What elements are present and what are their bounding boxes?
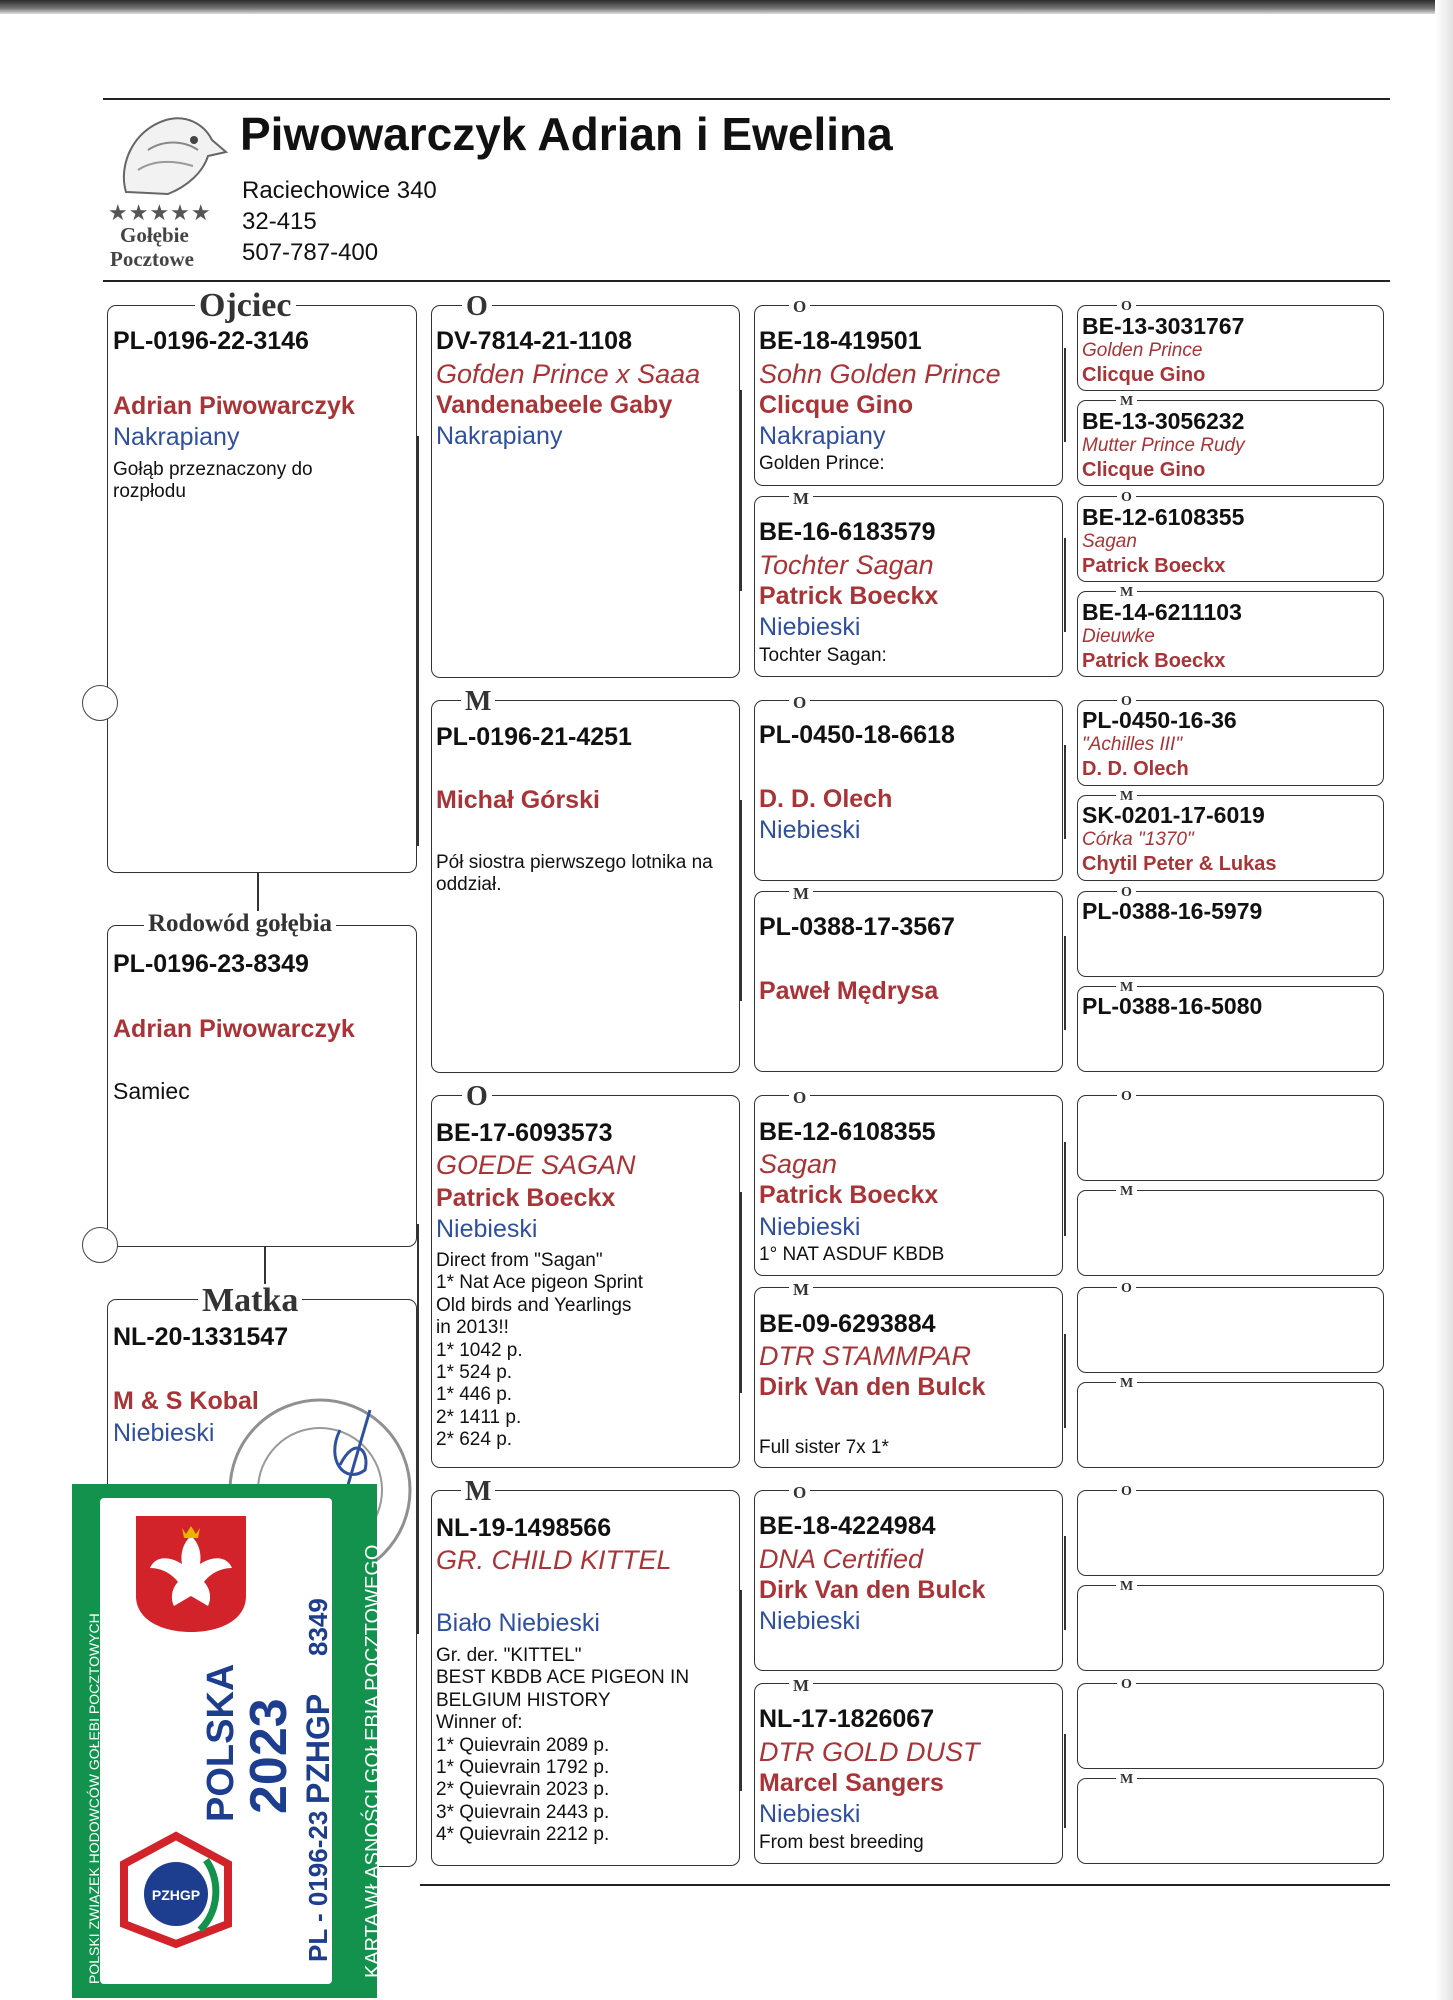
gen4-label: M <box>1116 395 1137 409</box>
gen3-owner: Paweł Mędrysa <box>759 977 939 1005</box>
sticker-ring-short: PL - 0196-23 <box>303 1810 333 1962</box>
gen3-name: DNA Certified <box>759 1544 924 1574</box>
connector <box>740 1590 742 1791</box>
gen3-note: Full sister 7x 1* <box>759 1437 889 1458</box>
gen2-ring: DV-7814-21-1108 <box>436 327 632 355</box>
page-title: Piwowarczyk Adrian i Ewelina <box>240 108 893 160</box>
gen2-owner: Vandenabeele Gaby <box>436 391 673 419</box>
connector <box>1064 745 1066 839</box>
mother-ring: NL-20-1331547 <box>113 1323 289 1351</box>
father-ring: PL-0196-22-3146 <box>113 327 309 355</box>
connector <box>1064 1536 1066 1630</box>
gen3-owner: Clicque Gino <box>759 391 914 419</box>
gen2-ring: PL-0196-21-4251 <box>436 723 632 751</box>
subject-owner: Adrian Piwowarczyk <box>113 1015 355 1043</box>
gen3-owner: Dirk Van den Bulck <box>759 1576 986 1604</box>
gen4-label: O <box>1117 695 1136 709</box>
gen4-label: M <box>1116 1185 1137 1199</box>
mother-owner: M & S Kobal <box>113 1387 259 1415</box>
gen3-color: Niebieski <box>759 1607 861 1635</box>
gen3-color: Niebieski <box>759 1213 861 1241</box>
pzhgp-logo-icon <box>116 1830 236 1950</box>
gen4-label: O <box>1117 1678 1136 1692</box>
gen3-color: Niebieski <box>759 816 861 844</box>
sticker-card-text: KARTA WŁASNOŚCI GOŁĘBIA POCZTOWEGO <box>362 1544 384 1978</box>
connector <box>1064 1334 1066 1428</box>
logo-text-line1: Gołębie <box>120 223 189 247</box>
ownership-card-sticker <box>72 1484 384 1998</box>
logo <box>108 110 228 270</box>
connector <box>1064 1734 1066 1828</box>
gen3-ring: BE-16-6183579 <box>759 518 936 546</box>
gen4-card <box>1077 1287 1384 1373</box>
sticker-ring-number: 8349 <box>303 1598 333 1656</box>
gen2-color: Biało Niebieski <box>436 1609 600 1637</box>
gen3-label: M <box>789 490 813 507</box>
connector <box>740 800 742 1001</box>
gen2-note: Direct from "Sagan" 1* Nat Ace pigeon Sprint Old birds and Yearlings in 2013!! 1* 1042 p. 1* 524 p. 1* 446 p. 2* 1411 p. 2* 624 p. <box>436 1250 644 1451</box>
scan-edge-right <box>1435 0 1453 2000</box>
gen2-name: GOEDE SAGAN <box>436 1150 636 1180</box>
gen4-label: O <box>1117 886 1136 900</box>
gen4-label: O <box>1117 300 1136 314</box>
gen4-name: "Achilles III" <box>1082 734 1183 755</box>
gen3-note: 1° NAT ASDUF KBDB <box>759 1244 945 1265</box>
logo-text-line2: Pocztowe <box>110 247 194 271</box>
mother-label: Matka <box>198 1284 302 1318</box>
sticker-year: 2023 <box>240 1698 298 1814</box>
gen2-ring: BE-17-6093573 <box>436 1119 613 1147</box>
gen3-ring: BE-18-419501 <box>759 327 922 355</box>
gen2-owner: Patrick Boeckx <box>436 1184 616 1212</box>
gen3-owner: Marcel Sangers <box>759 1769 944 1797</box>
gen4-label: M <box>1116 790 1137 804</box>
scan-edge-top <box>0 0 1453 14</box>
gen3-label: M <box>789 885 813 902</box>
gen3-label: O <box>789 1089 810 1106</box>
punch-hole <box>82 1227 118 1263</box>
breeder-address: Raciechowice 340 <box>242 177 437 204</box>
father-owner: Adrian Piwowarczyk <box>113 392 355 420</box>
subject-ring: PL-0196-23-8349 <box>113 950 309 978</box>
header-top-rule <box>103 98 1390 100</box>
gen2-color: Niebieski <box>436 1215 538 1243</box>
subject-sex: Samiec <box>113 1078 190 1104</box>
gen3-label: O <box>789 298 810 315</box>
gen4-label: M <box>1116 981 1137 995</box>
gen4-ring: BE-14-6211103 <box>1082 599 1242 625</box>
gen3-ring: BE-18-4224984 <box>759 1512 936 1540</box>
connector <box>1064 1142 1066 1236</box>
breeder-postcode: 32-415 <box>242 208 317 235</box>
gen4-card <box>1077 1778 1384 1864</box>
gen4-label: O <box>1117 491 1136 505</box>
gen4-name: Dieuwke <box>1082 626 1155 647</box>
gen4-name: Córka "1370" <box>1082 829 1194 850</box>
father-label: Ojciec <box>195 289 296 323</box>
gen3-owner: D. D. Olech <box>759 785 893 813</box>
gen4-ring: PL-0388-16-5979 <box>1082 898 1263 924</box>
sticker-org: PZHGP <box>300 1693 336 1804</box>
gen4-owner: D. D. Olech <box>1082 758 1189 780</box>
connector <box>740 1192 742 1393</box>
gen3-owner: Patrick Boeckx <box>759 582 939 610</box>
gen3-color: Niebieski <box>759 1800 861 1828</box>
gen3-name: DTR STAMMPAR <box>759 1341 971 1371</box>
gen3-note: Golden Prince: <box>759 453 885 474</box>
gen4-name: Mutter Prince Rudy <box>1082 435 1245 456</box>
gen4-label: O <box>1117 1485 1136 1499</box>
gen3-owner: Patrick Boeckx <box>759 1181 939 1209</box>
gen2-label: M <box>461 688 495 716</box>
gen4-card <box>1077 1095 1384 1181</box>
gen2-label: O <box>462 1083 492 1111</box>
logo-stars: ★★★★★ <box>108 200 212 225</box>
gen4-ring: BE-13-3031767 <box>1082 313 1245 339</box>
father-color: Nakrapiany <box>113 423 240 451</box>
gen3-name: Sohn Golden Prince <box>759 359 1001 389</box>
header-bottom-rule <box>103 280 1390 282</box>
gen3-color: Nakrapiany <box>759 422 886 450</box>
gen4-label: M <box>1116 1773 1137 1787</box>
gen4-name: Golden Prince <box>1082 340 1203 361</box>
connector <box>740 390 742 591</box>
gen2-label: M <box>461 1478 495 1506</box>
gen4-ring: BE-12-6108355 <box>1082 504 1245 530</box>
gen2-label: O <box>462 293 492 321</box>
gen4-card <box>1077 1585 1384 1671</box>
connector <box>417 436 419 846</box>
gen3-name: Sagan <box>759 1149 838 1179</box>
gen4-ring: PL-0450-16-36 <box>1082 707 1237 733</box>
gen2-ring: NL-19-1498566 <box>436 1514 612 1542</box>
gen3-ring: PL-0388-17-3567 <box>759 913 955 941</box>
sticker-country: POLSKA <box>200 1663 242 1822</box>
gen3-ring: PL-0450-18-6618 <box>759 721 955 749</box>
gen4-ring: SK-0201-17-6019 <box>1082 802 1265 828</box>
gen4-ring: BE-13-3056232 <box>1082 408 1245 434</box>
gen4-card <box>1077 1683 1384 1769</box>
gen4-label: M <box>1116 1580 1137 1594</box>
gen4-owner: Clicque Gino <box>1082 364 1206 386</box>
sticker-union-text: POLSKI ZWIĄZEK HODOWCÓW GOŁĘBI POCZTOWYCH <box>86 1613 102 1984</box>
gen2-owner: Michał Górski <box>436 786 600 814</box>
gen4-owner: Chytil Peter & Lukas <box>1082 853 1277 875</box>
gen3-color: Niebieski <box>759 613 861 641</box>
pedigree-label: Rodowód gołębia <box>144 911 336 936</box>
father-note: Gołąb przeznaczony do rozpłodu <box>113 459 313 502</box>
gen4-label: M <box>1116 1377 1137 1391</box>
punch-hole <box>82 685 118 721</box>
gen3-name: DTR GOLD DUST <box>759 1737 980 1767</box>
gen3-name: Tochter Sagan <box>759 550 934 580</box>
gen4-label: M <box>1116 586 1137 600</box>
eagle-emblem-icon <box>132 1512 250 1636</box>
gen4-card <box>1077 1382 1384 1468</box>
father-card <box>107 305 417 873</box>
pzhgp-logo-text: PZHGP <box>151 1887 201 1903</box>
gen2-note: Pół siostra pierwszego lotnika na oddział. <box>436 852 713 895</box>
connector <box>1064 538 1066 632</box>
gen2-name: Gofden Prince x Saaa <box>436 359 701 389</box>
gen3-label: M <box>789 1281 813 1298</box>
gen3-note: From best breeding <box>759 1832 924 1853</box>
gen3-ring: NL-17-1826067 <box>759 1705 935 1733</box>
gen4-card <box>1077 1190 1384 1276</box>
gen3-label: O <box>789 694 810 711</box>
gen4-owner: Clicque Gino <box>1082 459 1206 481</box>
breeder-phone: 507-787-400 <box>242 239 379 266</box>
mother-color: Niebieski <box>113 1419 215 1447</box>
gen3-ring: BE-12-6108355 <box>759 1118 936 1146</box>
connector <box>1064 348 1066 442</box>
gen3-owner: Dirk Van den Bulck <box>759 1373 986 1401</box>
pigeon-head-icon <box>108 110 228 200</box>
gen4-card <box>1077 1490 1384 1576</box>
gen4-label: O <box>1117 1282 1136 1296</box>
connector <box>1064 936 1066 1030</box>
gen4-owner: Patrick Boeckx <box>1082 555 1226 577</box>
gen4-label: O <box>1117 1090 1136 1104</box>
gen2-name: GR. CHILD KITTEL <box>436 1545 672 1575</box>
gen4-ring: PL-0388-16-5080 <box>1082 993 1263 1019</box>
gen3-note: Tochter Sagan: <box>759 645 887 666</box>
gen3-label: M <box>789 1677 813 1694</box>
gen4-name: Sagan <box>1082 531 1137 552</box>
gen3-label: O <box>789 1484 810 1501</box>
gen4-owner: Patrick Boeckx <box>1082 650 1226 672</box>
gen2-note: Gr. der. "KITTEL" BEST KBDB ACE PIGEON IN BELGIUM HISTORY Winner of: 1* Quievrain 2089 p. 1* Quievrain 1792 p. 2* Quievrain 2023 p. 3* Quievrain 2443 p. 4* Quievrain 2212 p. <box>436 1645 690 1846</box>
footer-rule <box>420 1884 1390 1886</box>
gen2-color: Nakrapiany <box>436 422 563 450</box>
gen3-ring: BE-09-6293884 <box>759 1310 936 1338</box>
